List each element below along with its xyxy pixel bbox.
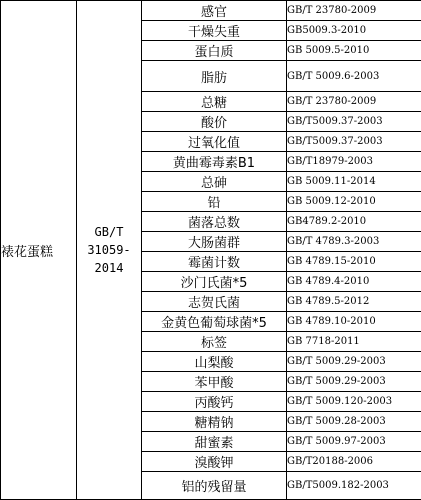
product-standard-cell: [77, 1, 142, 500]
test-item-cell: 金黄色葡萄球菌*5: [142, 312, 287, 332]
test-item-cell: 丙酸钙: [142, 392, 287, 412]
test-method-cell: GB 4789.4-2010: [287, 272, 421, 292]
test-method-cell: GB 7718-2011: [287, 332, 421, 352]
test-item-cell: 糖精钠: [142, 412, 287, 432]
test-item-cell: 感官: [142, 1, 287, 21]
test-method-cell: GB 4789.5-2012: [287, 292, 421, 312]
test-item-cell: 溴酸钾: [142, 452, 287, 472]
test-method-cell: GB/T 5009.120-2003: [287, 392, 421, 412]
test-method-cell: GB/T5009.182-2003: [287, 472, 421, 500]
test-method-cell: GB 5009.5-2010: [287, 41, 421, 61]
test-method-cell: GB4789.2-2010: [287, 212, 421, 232]
test-method-cell: GB/T 5009.29-2003: [287, 372, 421, 392]
test-method-cell: GB/T 23780-2009: [287, 1, 421, 21]
test-item-cell: 霉菌计数: [142, 252, 287, 272]
test-method-cell: GB/T5009.37-2003: [287, 112, 421, 132]
test-method-cell: GB 4789.10-2010: [287, 312, 421, 332]
standard-line-2: 31059-: [87, 243, 130, 257]
test-method-cell: GB/T 5009.28-2003: [287, 412, 421, 432]
test-item-cell: 标签: [142, 332, 287, 352]
test-item-cell: 黄曲霉毒素B1: [142, 152, 287, 172]
test-method-cell: GB 5009.11-2014: [287, 172, 421, 192]
test-method-cell: GB 5009.12-2010: [287, 192, 421, 212]
standard-line-1: GB/T: [95, 225, 124, 239]
test-item-cell: 总糖: [142, 92, 287, 112]
test-method-cell: GB5009.3-2010: [287, 21, 421, 41]
test-item-cell: 蛋白质: [142, 41, 287, 61]
test-method-cell: GB/T 4789.3-2003: [287, 232, 421, 252]
table-row: [1, 1, 421, 21]
test-item-cell: 酸价: [142, 112, 287, 132]
test-item-cell: 脂肪: [142, 61, 287, 92]
test-item-cell: 大肠菌群: [142, 232, 287, 252]
test-method-cell: GB/T5009.37-2003: [287, 132, 421, 152]
test-method-cell: GB/T 5009.6-2003: [287, 61, 421, 92]
test-item-cell: 山梨酸: [142, 352, 287, 372]
test-item-cell: 苯甲酸: [142, 372, 287, 392]
test-item-cell: 志贺氏菌: [142, 292, 287, 312]
test-item-cell: 铝的残留量: [142, 472, 287, 500]
test-item-cell: 干燥失重: [142, 21, 287, 41]
test-method-cell: GB/T 23780-2009: [287, 92, 421, 112]
product-name-cell: 裱花蛋糕: [1, 1, 77, 500]
test-method-cell: GB/T20188-2006: [287, 452, 421, 472]
test-method-cell: GB/T 5009.97-2003: [287, 432, 421, 452]
test-item-cell: 沙门氏菌*5: [142, 272, 287, 292]
test-item-cell: 过氧化值: [142, 132, 287, 152]
standard-line-3: 2014: [95, 261, 124, 275]
test-method-cell: GB 4789.15-2010: [287, 252, 421, 272]
test-item-cell: 甜蜜素: [142, 432, 287, 452]
test-item-cell: 总砷: [142, 172, 287, 192]
test-item-cell: 铅: [142, 192, 287, 212]
test-item-cell: 菌落总数: [142, 212, 287, 232]
test-method-cell: GB/T 5009.29-2003: [287, 352, 421, 372]
test-method-cell: GB/T18979-2003: [287, 152, 421, 172]
